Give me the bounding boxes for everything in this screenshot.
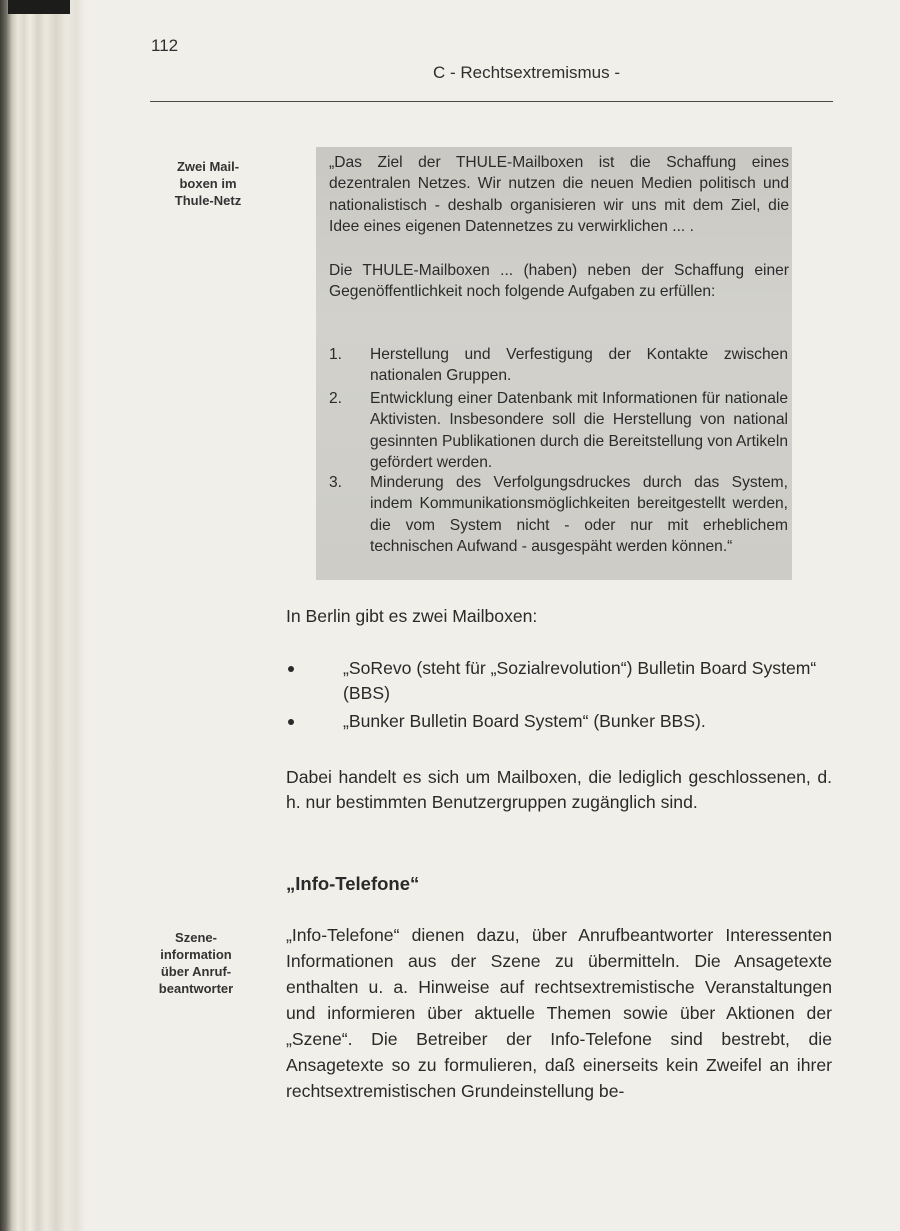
bullet-icon xyxy=(288,719,294,725)
bullet-icon xyxy=(288,666,294,672)
margin-note-szene xyxy=(126,929,266,997)
margin-note-line: information xyxy=(160,947,232,962)
page-binding-edge xyxy=(0,0,86,1231)
bullet-item-sorevo: „SoRevo (steht für „Sozialrevolution“) Bulletin Board System“ (BBS) xyxy=(343,658,817,703)
closed-mailbox-note: Dabei handelt es sich um Mailboxen, die lediglich geschlossenen, d. h. nur bestimmten Benutzergruppen zugänglich sind. xyxy=(286,767,832,812)
quote-item-text: Entwicklung einer Datenbank mit Informationen für nationale Aktivisten. Insbesondere soll die Herstellung von national gesinnten Publikationen durch die Bereitstellung von Artikeln gefördert werden. xyxy=(370,390,788,471)
bullet-item-bunker: „Bunker Bulletin Board System“ (Bunker BBS). xyxy=(343,711,706,731)
running-header: C - Rechtsextremismus - xyxy=(433,63,621,82)
margin-note-line: boxen im xyxy=(179,176,237,191)
quote-item-text: Minderung des Verfolgungsdruckes durch das System, indem Kommunikationsmöglichkeiten bereitgestellt werden, die vom System nicht - oder nur mit erheblichem technischen Aufwand - ausgespäht werden können.“ xyxy=(370,474,788,555)
quote-item-number: 3. xyxy=(329,474,343,491)
margin-note-line: über Anruf- xyxy=(160,964,232,979)
quote-paragraph-2: Die THULE-Mailboxen ... (haben) neben der Schaffung einer Gegenöffentlichkeit noch folgende Aufgaben zu erfüllen: xyxy=(329,262,789,301)
page-number: 112 xyxy=(151,36,179,55)
info-telefone-paragraph: „Info-Telefone“ dienen dazu, über Anrufbeantworter Interessenten Informationen aus der Szene zu übermitteln. Die Ansagetexte enthalten u. a. Hinweise auf rechtsextremistische Veranstaltungen und informieren über aktuelle Themen sowie über Aktionen der „Szene“. Die Betreiber der Info-Telefone sind bestrebt, die Ansagetexte so zu formulieren, daß einerseits kein Zweifel an ihrer rechtsextremistischen Grundeinstellung be- xyxy=(286,925,832,1101)
margin-note-line: Zwei Mail- xyxy=(176,159,240,174)
margin-note-thule xyxy=(138,158,278,209)
header-rule xyxy=(150,101,833,102)
margin-note-line: Thule-Netz xyxy=(174,193,242,208)
scan-corner-mark xyxy=(8,0,70,14)
margin-note-line: Szene- xyxy=(175,930,217,945)
quote-item-number: 2. xyxy=(329,390,343,407)
quote-item-text: Herstellung und Verfestigung der Kontakte zwischen nationalen Gruppen. xyxy=(370,346,788,385)
section-heading-info-telefone: „Info-Telefone“ xyxy=(286,873,420,894)
quote-paragraph-1: „Das Ziel der THULE-Mailboxen ist die Schaffung eines dezentralen Netzes. Wir nutzen die neuen Medien politisch und nationalistisch - deshalb organisieren wir uns mit dem Ziel, die Idee eines eigenen Datennetzes zu verwirklichen ... . xyxy=(329,154,789,235)
quote-item-number: 1. xyxy=(329,346,343,363)
margin-note-line: beantworter xyxy=(158,981,234,996)
berlin-intro-text: In Berlin gibt es zwei Mailboxen: xyxy=(286,606,538,626)
